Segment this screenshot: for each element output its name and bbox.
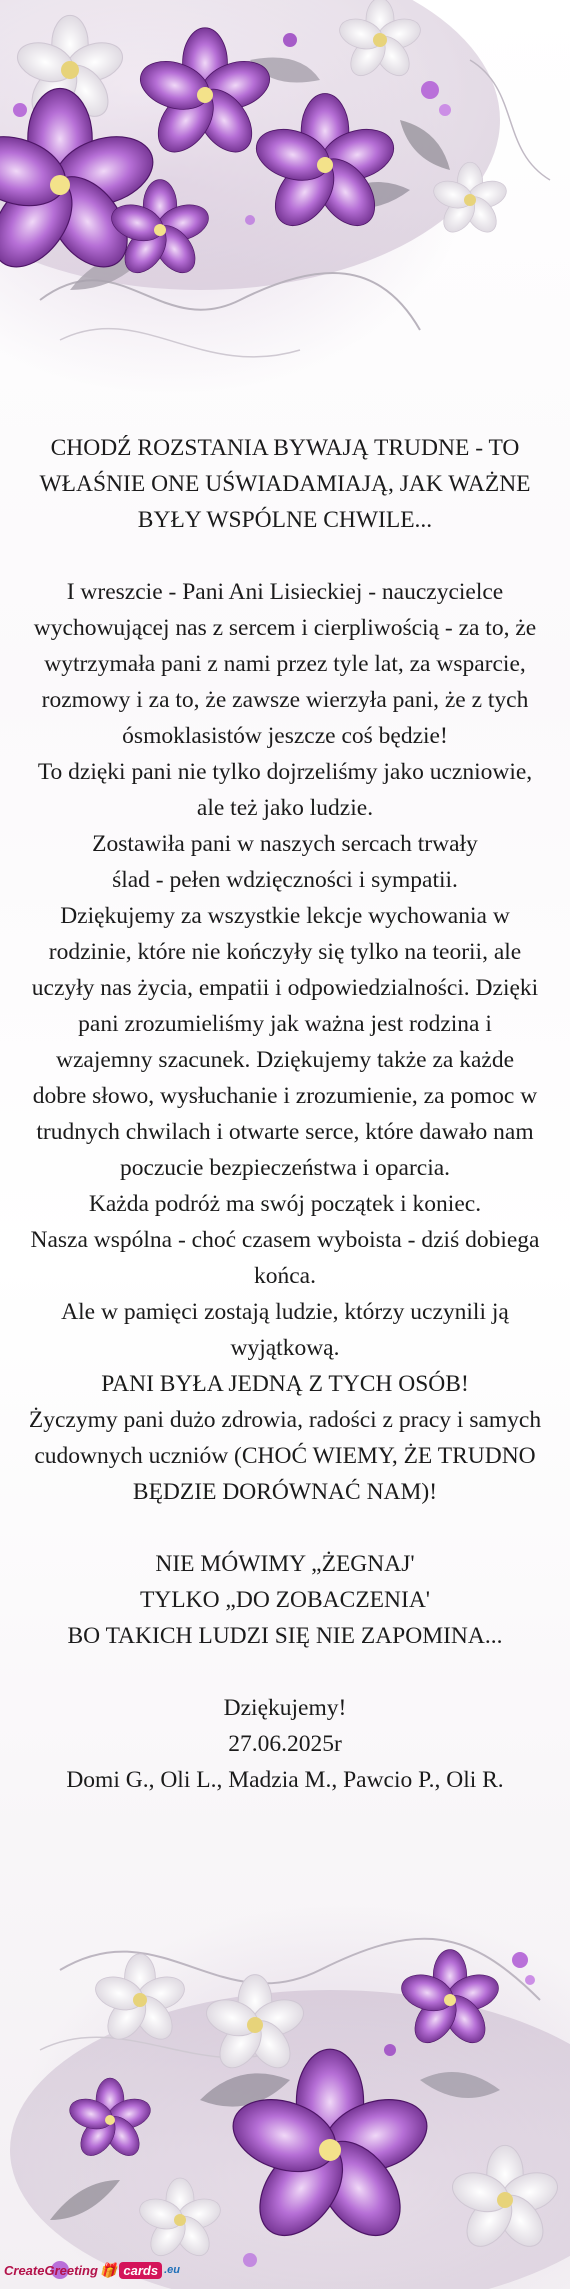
body-line: rodzinie, które nie kończyły się tylko na teorii, ale — [48, 939, 522, 965]
spacer — [20, 1654, 550, 1690]
body-line: uczyły nas życia, empatii i odpowiedzialności. Dzięki — [31, 975, 539, 1001]
gift-icon: 🎁 — [99, 2261, 118, 2278]
farewell-line: BO TAKICH LUDZI SIĘ NIE ZAPOMINA... — [67, 1623, 503, 1649]
body-line: wychowującej nas z sercem i cierpliwością - za to, że — [33, 615, 537, 641]
body-line: końca. — [254, 1263, 316, 1289]
body-line: cudownych uczniów (CHOĆ WIEMY, ŻE TRUDNO — [34, 1443, 536, 1469]
body-line: ósmoklasistów jeszcze coś będzie! — [122, 723, 448, 749]
card-message — [20, 430, 550, 1798]
watermark-domain: .eu — [164, 2264, 180, 2276]
watermark-text: CreateGreeting — [4, 2262, 98, 2278]
body-line: Dziękujemy za wszystkie lekcje wychowania w — [60, 903, 510, 929]
body-line: Zostawiła pani w naszych sercach trwały — [92, 831, 478, 857]
body-line: poczucie bezpieczeństwa i oparcia. — [119, 1155, 451, 1181]
body-line: Ale w pamięci zostają ludzie, którzy uczynili ją — [61, 1299, 509, 1325]
body-line: pani zrozumieliśmy jak ważna jest rodzina i — [78, 1011, 492, 1037]
body-line: dobre słowo, wysłuchanie i zrozumienie, za pomoc w — [32, 1083, 538, 1109]
body-line: wzajemny szacunek. Dziękujemy także za każde — [55, 1047, 514, 1073]
heading-line-3: BYŁY WSPÓLNE CHWILE... — [137, 507, 433, 533]
spacer — [20, 1510, 550, 1546]
watermark-logo[interactable] — [4, 2257, 180, 2283]
body-line: BĘDZIE DORÓWNAĆ NAM)! — [132, 1479, 438, 1505]
body-line: ale też jako ludzie. — [196, 795, 374, 821]
thanks-line: Dziękujemy! — [223, 1695, 347, 1721]
body-line: Nasza wspólna - choć czasem wyboista - dziś dobiega — [30, 1227, 540, 1253]
heading-line-1: CHODŹ ROZSTANIA BYWAJĄ TRUDNE - TO — [50, 435, 520, 461]
farewell-line: NIE MÓWIMY „ŻEGNAJ' — [155, 1551, 415, 1577]
floral-top-decoration — [0, 0, 570, 430]
body-line: To dzięki pani nie tylko dojrzeliśmy jako uczniowie, — [37, 759, 533, 785]
date-line: 27.06.2025r — [228, 1731, 342, 1757]
floral-bottom-decoration — [0, 1850, 570, 2289]
spacer — [20, 538, 550, 574]
body-line: PANI BYŁA JEDNĄ Z TYCH OSÓB! — [101, 1371, 469, 1397]
heading-line-2: WŁAŚNIE ONE UŚWIADAMIAJĄ, JAK WAŻNE — [39, 471, 531, 497]
body-line: ślad - pełen wdzięczności i sympatii. — [112, 867, 458, 893]
body-line: wyjątkową. — [230, 1335, 340, 1361]
body-line: Każda podróż ma swój początek i koniec. — [88, 1191, 482, 1217]
watermark-cards: cards — [119, 2262, 162, 2279]
body-line: trudnych chwilach i otwarte serce, które dawało nam — [36, 1119, 534, 1145]
body-line: Życzymy pani dużo zdrowia, radości z pracy i samych — [28, 1407, 542, 1433]
body-line: I wreszcie - Pani Ani Lisieckiej - nauczycielce — [66, 579, 504, 605]
body-line: rozmowy i za to, że zawsze wierzyła pani, że z tych — [41, 687, 529, 713]
body-line: wytrzymała pani z nami przez tyle lat, za wsparcie, — [44, 651, 526, 677]
signatures-line: Domi G., Oli L., Madzia M., Pawcio P., Oli R. — [66, 1767, 504, 1793]
farewell-line: TYLKO „DO ZOBACZENIA' — [139, 1587, 431, 1613]
